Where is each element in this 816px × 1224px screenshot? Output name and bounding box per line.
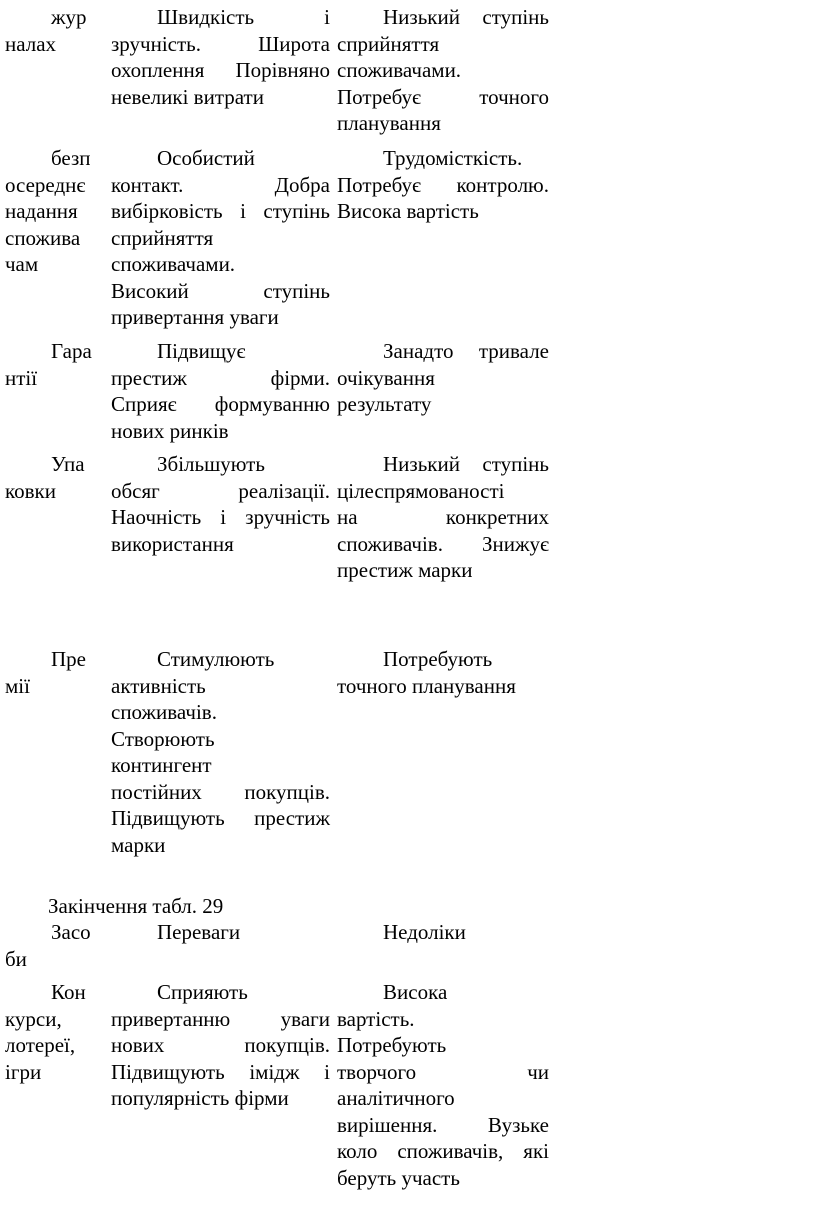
means-cell-line: Засо [51,920,91,944]
drawbacks-cell-line: коло споживачів, які [337,1139,549,1163]
means-cell [5,919,107,972]
drawbacks-cell-line: Недоліки [383,920,466,944]
drawbacks-cell [337,979,549,1191]
drawbacks-cell-line: споживачами. [337,58,462,82]
means-cell-line: надання [5,199,78,223]
advantages-cell-line: марки [111,832,166,857]
means-cell-line: жур [51,5,87,29]
means-cell-line: ігри [5,1059,42,1084]
advantages-cell-line: Стимулюють [157,647,275,671]
advantages-cell-line: Високий ступінь [111,278,330,303]
means-cell-line: Кон [51,980,86,1004]
advantages-cell-line: постійних покупців. [111,779,330,804]
means-cell-line: Гара [51,339,92,363]
means-cell-line: Пре [51,647,86,671]
advantages-cell-line: невеликі витрати [111,84,264,109]
advantages-cell-line: Підвищують престиж [111,806,330,830]
means-cell-line: нтії [5,365,38,390]
drawbacks-cell-line: Низький ступінь [383,5,549,29]
drawbacks-cell-line: творчого чи [337,1059,549,1084]
advantages-cell [111,646,330,858]
drawbacks-cell-line: беруть участь [337,1165,460,1190]
advantages-cell-line: охоплення Порівняно [111,58,330,82]
means-cell-line: чам [5,252,39,276]
advantages-cell-line: нових покупців. [111,1033,330,1057]
advantages-cell [111,145,330,331]
advantages-cell-line: Підвищують імідж і [111,1059,330,1084]
advantages-cell-line: Сприяють [157,980,248,1004]
drawbacks-cell-line: престиж марки [337,558,473,582]
means-cell-line: безп [51,146,91,170]
drawbacks-cell-line: Висока [383,980,448,1004]
means-cell [5,451,107,504]
means-cell-line: спожива [5,225,81,250]
drawbacks-cell-line: точного планування [337,673,516,698]
drawbacks-cell-line: Потребують [383,647,493,671]
advantages-cell-line: обсяг реалізації. [111,478,330,503]
advantages-cell-line: контингент [111,753,212,777]
means-cell-line: налах [5,31,57,56]
drawbacks-cell-line: Потребує контролю. [337,172,549,197]
advantages-cell-line: використання [111,531,234,556]
table-caption: Закінчення табл. 29 [48,894,224,918]
advantages-cell [111,451,330,557]
advantages-cell-line: сприйняття [111,225,214,250]
advantages-cell-line: споживачами. [111,252,236,276]
advantages-cell-line: привертання уваги [111,305,279,329]
advantages-cell [111,338,330,444]
advantages-cell-line: Швидкість і [157,5,330,29]
drawbacks-cell [337,646,549,699]
means-cell [5,145,107,278]
drawbacks-cell-line: цілеспрямованості [337,478,505,503]
drawbacks-cell-line: Потребують [337,1033,447,1057]
advantages-cell-line: Наочність і зручність [111,505,330,529]
advantages-cell-line: популярність фірми [111,1086,289,1110]
drawbacks-cell-line: очікування [337,365,435,390]
drawbacks-cell [337,145,549,225]
drawbacks-cell-line: Потребує точного [337,84,549,109]
drawbacks-cell-line: Низький ступінь [383,452,549,476]
advantages-cell-line: Особистий [157,146,255,170]
drawbacks-cell-line: Трудомісткість. [383,146,523,170]
advantages-cell-line: Сприяє формуванню [111,392,330,416]
advantages-cell [111,4,330,110]
drawbacks-cell-line: вирішення. Вузьке [337,1112,549,1137]
means-cell [5,338,107,391]
advantages-cell-line: Переваги [157,920,241,944]
drawbacks-cell-line: споживачів. Знижує [337,531,549,556]
drawbacks-cell [337,919,549,946]
advantages-cell-line: вибірковість і ступінь [111,199,330,223]
drawbacks-cell [337,4,549,137]
advantages-cell-line: Збільшують [157,452,265,476]
drawbacks-cell-line: результату [337,392,432,416]
means-cell-line: би [5,946,27,971]
advantages-cell-line: контакт. Добра [111,172,330,197]
drawbacks-cell [337,338,549,418]
drawbacks-cell-line: на конкретних [337,505,549,529]
drawbacks-cell-line: Висока вартість [337,199,479,223]
advantages-cell-line: престиж фірми. [111,365,330,390]
advantages-cell-line: зручність. Широта [111,31,330,56]
means-cell-line: Упа [51,452,85,476]
advantages-cell [111,979,330,1112]
advantages-cell-line: Підвищує [157,339,246,363]
means-cell-line: мії [5,673,30,698]
advantages-cell-line: привертанню уваги [111,1006,330,1031]
means-cell-line: осереднє [5,172,86,197]
advantages-cell [111,919,330,946]
drawbacks-cell-line: вартість. [337,1006,415,1031]
means-cell-line: ковки [5,478,56,503]
drawbacks-cell-line: сприйняття [337,31,440,56]
advantages-cell-line: Створюють [111,726,215,751]
means-cell-line: курси, [5,1006,62,1031]
means-cell [5,646,107,699]
drawbacks-cell-line: Занадто тривале [383,339,549,363]
advantages-cell-line: активність [111,673,206,698]
means-cell [5,979,107,1085]
drawbacks-cell-line: планування [337,111,441,135]
drawbacks-cell [337,451,549,584]
means-cell-line: лотереї, [5,1033,76,1057]
drawbacks-cell-line: аналітичного [337,1086,455,1110]
means-cell [5,4,107,57]
advantages-cell-line: нових ринків [111,418,229,443]
advantages-cell-line: споживачів. [111,700,217,724]
